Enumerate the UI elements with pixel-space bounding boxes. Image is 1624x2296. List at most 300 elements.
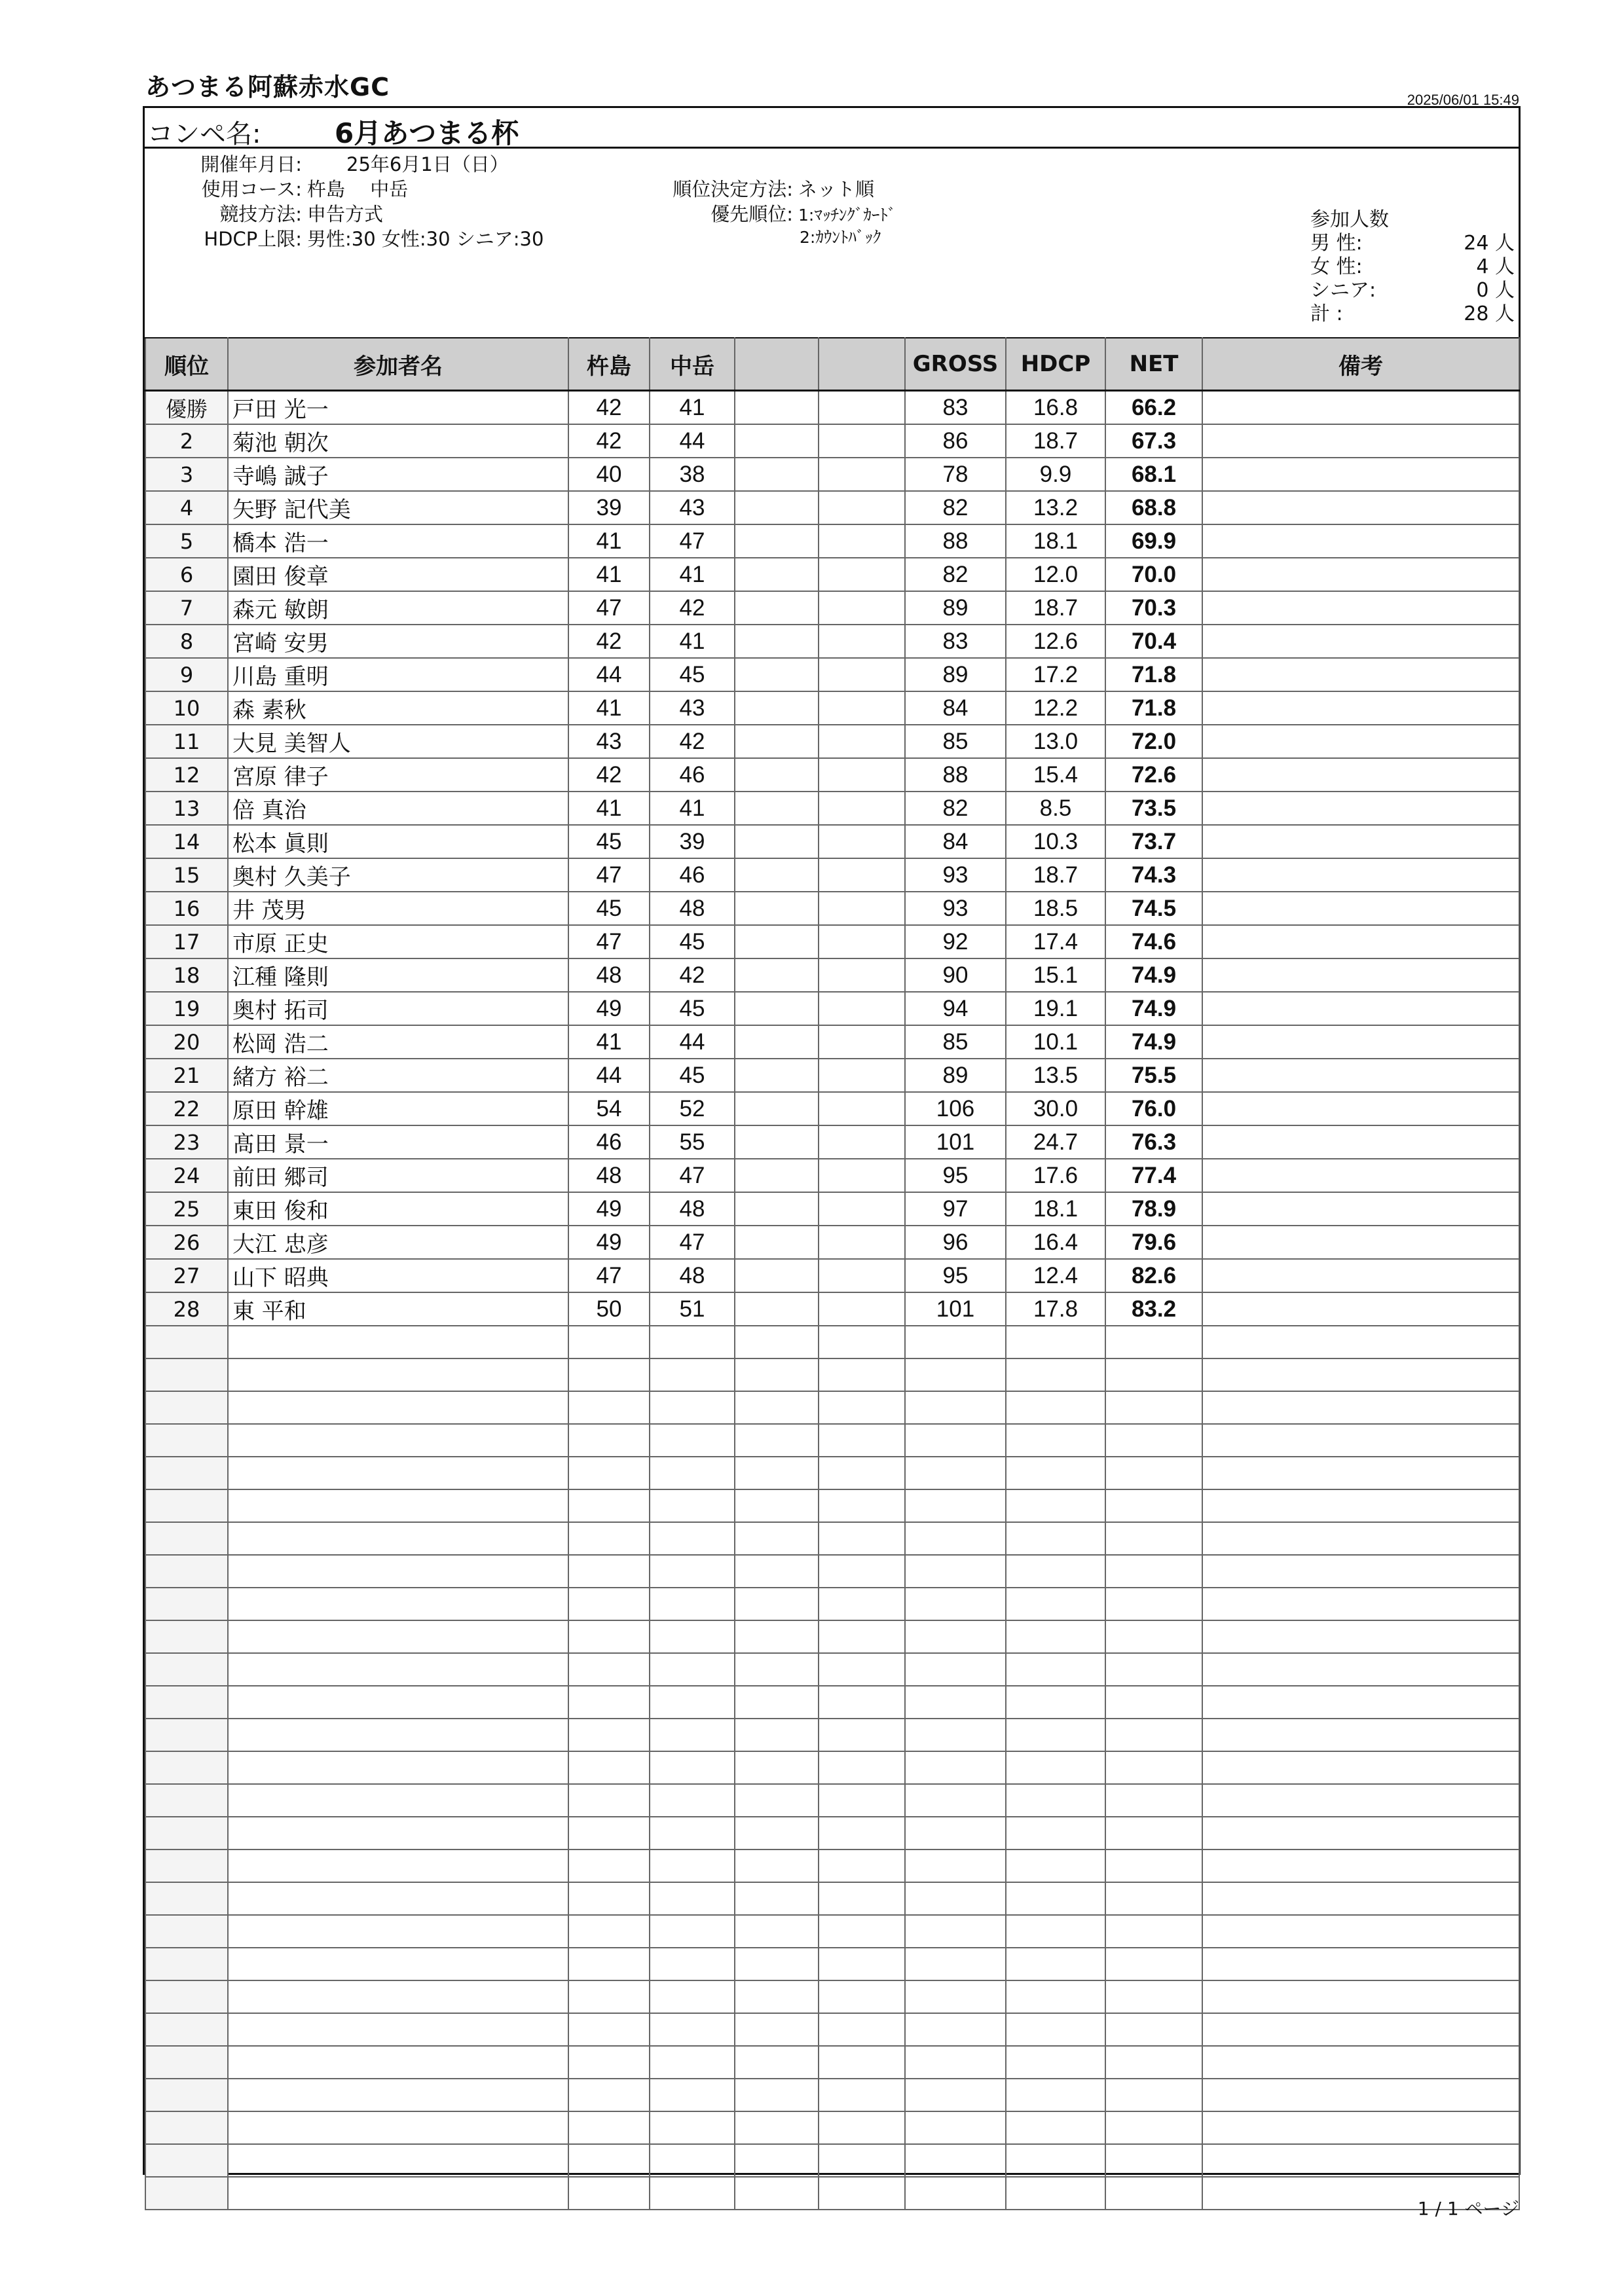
net-cell: 72.0	[1105, 725, 1202, 758]
empty-table-row	[145, 2144, 1519, 2177]
remarks-cell	[1202, 825, 1519, 858]
out-score-cell: 40	[568, 458, 650, 491]
in-score-cell: 48	[650, 1259, 735, 1292]
page-indicator: 1 / 1 ページ	[1417, 2198, 1519, 2219]
table-row	[145, 391, 1519, 425]
table-row	[145, 725, 1519, 758]
rank-cell: 24	[145, 1159, 228, 1192]
empty-cell	[819, 1980, 905, 2013]
in-score-cell: 41	[650, 792, 735, 825]
empty-cell	[650, 1882, 735, 1915]
empty-cell	[905, 2111, 1006, 2144]
empty-cell	[1202, 1326, 1519, 1358]
empty-cell	[905, 2177, 1006, 2210]
ranking-value: ネット順	[798, 178, 875, 200]
out-score-cell: 44	[568, 658, 650, 691]
remarks-cell	[1202, 1226, 1519, 1259]
in-score-cell: 43	[650, 691, 735, 725]
empty-cell	[1105, 2013, 1202, 2046]
empty-cell	[1006, 1391, 1105, 1424]
gross-cell: 94	[905, 992, 1006, 1025]
out-score-cell: 42	[568, 625, 650, 658]
empty-cell	[735, 1522, 819, 1555]
table-row	[145, 491, 1519, 524]
hdcp-cell: 16.8	[1006, 391, 1105, 425]
blank-cell	[735, 925, 819, 958]
rank-cell: 15	[145, 858, 228, 892]
table-row	[145, 1025, 1519, 1059]
empty-table-row	[145, 1588, 1519, 1620]
empty-cell	[145, 1817, 228, 1850]
empty-cell	[568, 1915, 650, 1948]
empty-cell	[735, 1555, 819, 1588]
table-row	[145, 958, 1519, 992]
empty-cell	[735, 1719, 819, 1751]
empty-table-row	[145, 1555, 1519, 1588]
empty-cell	[568, 2177, 650, 2210]
empty-cell	[650, 1620, 735, 1653]
empty-cell	[1006, 1817, 1105, 1850]
out-score-cell: 42	[568, 758, 650, 792]
blank-cell	[819, 858, 905, 892]
empty-cell	[819, 2177, 905, 2210]
hdcp-cell: 12.6	[1006, 625, 1105, 658]
table-header-row	[145, 338, 1519, 391]
out-score-cell: 41	[568, 691, 650, 725]
in-score-cell: 47	[650, 524, 735, 558]
blank-cell	[735, 625, 819, 658]
rank-cell: 3	[145, 458, 228, 491]
blank-cell	[819, 1125, 905, 1159]
rank-cell: 21	[145, 1059, 228, 1092]
participants-title: 参加人数	[1310, 208, 1389, 231]
blank-cell	[735, 1092, 819, 1125]
blank-cell	[735, 391, 819, 425]
blank-cell	[819, 1192, 905, 1226]
remarks-cell	[1202, 1092, 1519, 1125]
empty-cell	[1105, 1751, 1202, 1784]
empty-cell	[568, 1358, 650, 1391]
remarks-cell	[1202, 992, 1519, 1025]
player-name-cell: 井 茂男	[228, 892, 568, 925]
competition-title-bar	[145, 108, 1519, 149]
in-score-cell: 38	[650, 458, 735, 491]
empty-cell	[905, 1980, 1006, 2013]
in-score-cell: 48	[650, 892, 735, 925]
table-row	[145, 625, 1519, 658]
empty-cell	[228, 1980, 568, 2013]
empty-cell	[1105, 1424, 1202, 1457]
empty-cell	[228, 1588, 568, 1620]
empty-cell	[905, 2013, 1006, 2046]
empty-cell	[650, 1358, 735, 1391]
empty-cell	[1006, 1719, 1105, 1751]
empty-cell	[145, 1588, 228, 1620]
empty-cell	[568, 1522, 650, 1555]
priority-1: 1:ﾏｯﾁﾝｸﾞｶｰﾄﾞ	[798, 206, 896, 225]
table-row	[145, 458, 1519, 491]
empty-table-row	[145, 1915, 1519, 1948]
gross-cell: 106	[905, 1092, 1006, 1125]
player-name-cell: 森元 敏朗	[228, 591, 568, 625]
empty-cell	[145, 1391, 228, 1424]
rank-cell: 8	[145, 625, 228, 658]
empty-cell	[568, 1882, 650, 1915]
table-row	[145, 825, 1519, 858]
in-score-cell: 46	[650, 758, 735, 792]
in-score-cell: 45	[650, 992, 735, 1025]
empty-cell	[650, 1948, 735, 1980]
blank-cell	[735, 1192, 819, 1226]
in-score-cell: 55	[650, 1125, 735, 1159]
table-row	[145, 591, 1519, 625]
blank-cell	[735, 892, 819, 925]
rank-cell: 17	[145, 925, 228, 958]
out-score-cell: 49	[568, 1226, 650, 1259]
table-row	[145, 992, 1519, 1025]
net-cell: 70.3	[1105, 591, 1202, 625]
empty-cell	[568, 1751, 650, 1784]
player-name-cell: 森 素秋	[228, 691, 568, 725]
blank-cell	[735, 1259, 819, 1292]
empty-cell	[650, 1326, 735, 1358]
net-cell: 74.5	[1105, 892, 1202, 925]
blank-cell	[819, 1059, 905, 1092]
empty-cell	[568, 2079, 650, 2111]
empty-cell	[1105, 1457, 1202, 1489]
empty-cell	[228, 1719, 568, 1751]
blank-cell	[735, 1125, 819, 1159]
out-score-cell: 44	[568, 1059, 650, 1092]
results-body	[145, 391, 1519, 2210]
empty-cell	[145, 1358, 228, 1391]
empty-cell	[1105, 1358, 1202, 1391]
empty-cell	[568, 1784, 650, 1817]
empty-cell	[145, 1882, 228, 1915]
empty-cell	[568, 1588, 650, 1620]
empty-cell	[735, 1391, 819, 1424]
empty-cell	[650, 2013, 735, 2046]
empty-cell	[905, 2046, 1006, 2079]
gross-cell: 85	[905, 1025, 1006, 1059]
player-name-cell: 髙田 景一	[228, 1125, 568, 1159]
gross-cell: 93	[905, 858, 1006, 892]
blank-cell	[819, 658, 905, 691]
net-cell: 70.4	[1105, 625, 1202, 658]
empty-cell	[1105, 1784, 1202, 1817]
empty-cell	[1202, 1882, 1519, 1915]
empty-cell	[568, 1424, 650, 1457]
net-cell: 74.9	[1105, 958, 1202, 992]
out-score-cell: 47	[568, 858, 650, 892]
empty-cell	[145, 1850, 228, 1882]
blank-cell	[819, 1159, 905, 1192]
player-name-cell: 緒方 裕二	[228, 1059, 568, 1092]
in-score-cell: 52	[650, 1092, 735, 1125]
empty-cell	[1006, 1784, 1105, 1817]
hdcp-cell: 9.9	[1006, 458, 1105, 491]
net-cell: 83.2	[1105, 1292, 1202, 1326]
empty-cell	[905, 1653, 1006, 1686]
hdcp-cell: 12.0	[1006, 558, 1105, 591]
rank-cell: 27	[145, 1259, 228, 1292]
empty-cell	[735, 1882, 819, 1915]
rank-cell: 19	[145, 992, 228, 1025]
empty-cell	[650, 1751, 735, 1784]
empty-table-row	[145, 1424, 1519, 1457]
empty-cell	[1202, 1489, 1519, 1522]
empty-cell	[568, 1980, 650, 2013]
empty-cell	[145, 1948, 228, 1980]
empty-cell	[819, 1751, 905, 1784]
empty-cell	[228, 1751, 568, 1784]
empty-cell	[905, 1358, 1006, 1391]
out-score-cell: 49	[568, 1192, 650, 1226]
player-name-cell: 園田 俊章	[228, 558, 568, 591]
empty-cell	[1006, 1424, 1105, 1457]
empty-cell	[145, 1686, 228, 1719]
empty-cell	[650, 2177, 735, 2210]
empty-cell	[1006, 1326, 1105, 1358]
rank-cell: 23	[145, 1125, 228, 1159]
header-rank: 順位	[145, 338, 228, 391]
rank-cell: 10	[145, 691, 228, 725]
out-score-cell: 45	[568, 825, 650, 858]
remarks-cell	[1202, 691, 1519, 725]
in-score-cell: 41	[650, 558, 735, 591]
empty-cell	[1006, 1588, 1105, 1620]
rank-cell: 13	[145, 792, 228, 825]
empty-cell	[1202, 1915, 1519, 1948]
participants-male	[1310, 227, 1515, 255]
net-cell: 79.6	[1105, 1226, 1202, 1259]
net-cell: 82.6	[1105, 1259, 1202, 1292]
empty-cell	[819, 2079, 905, 2111]
player-name-cell: 山下 昭典	[228, 1259, 568, 1292]
empty-cell	[568, 1719, 650, 1751]
course-label: 使用コース:	[201, 178, 302, 200]
empty-cell	[735, 1424, 819, 1457]
empty-cell	[145, 1751, 228, 1784]
hdcp-cell: 13.5	[1006, 1059, 1105, 1092]
blank-cell	[819, 958, 905, 992]
net-cell: 72.6	[1105, 758, 1202, 792]
blank-cell	[819, 458, 905, 491]
blank-cell	[819, 892, 905, 925]
hdcp-cell: 16.4	[1006, 1226, 1105, 1259]
gross-cell: 86	[905, 424, 1006, 458]
out-score-cell: 41	[568, 524, 650, 558]
table-row	[145, 558, 1519, 591]
out-score-cell: 43	[568, 725, 650, 758]
empty-cell	[650, 2144, 735, 2177]
table-row	[145, 1059, 1519, 1092]
empty-cell	[228, 1457, 568, 1489]
empty-cell	[819, 1457, 905, 1489]
empty-cell	[1105, 1326, 1202, 1358]
empty-cell	[905, 1850, 1006, 1882]
empty-cell	[735, 2144, 819, 2177]
empty-cell	[1202, 1457, 1519, 1489]
blank-cell	[735, 1226, 819, 1259]
empty-cell	[819, 1784, 905, 1817]
empty-cell	[905, 1326, 1006, 1358]
empty-cell	[735, 1686, 819, 1719]
out-score-cell: 49	[568, 992, 650, 1025]
empty-cell	[650, 1424, 735, 1457]
hdcp-cell: 17.4	[1006, 925, 1105, 958]
course-value: 杵島 中岳	[307, 178, 409, 200]
empty-cell	[650, 1719, 735, 1751]
empty-cell	[145, 1980, 228, 2013]
blank-cell	[819, 691, 905, 725]
empty-cell	[650, 1522, 735, 1555]
blank-cell	[819, 725, 905, 758]
printed-timestamp: 2025/06/01 15:49	[1407, 92, 1519, 108]
empty-cell	[145, 2013, 228, 2046]
table-row	[145, 424, 1519, 458]
empty-cell	[568, 1653, 650, 1686]
empty-cell	[819, 1489, 905, 1522]
empty-cell	[819, 1326, 905, 1358]
hdcp-cell: 12.2	[1006, 691, 1105, 725]
ranking-line	[642, 175, 874, 202]
out-score-cell: 47	[568, 1259, 650, 1292]
empty-cell	[905, 1915, 1006, 1948]
blank-cell	[819, 1092, 905, 1125]
participants-label: 男 性:	[1310, 232, 1363, 255]
empty-table-row	[145, 1653, 1519, 1686]
empty-cell	[145, 1620, 228, 1653]
empty-cell	[1202, 1555, 1519, 1588]
empty-cell	[1006, 2177, 1105, 2210]
rank-cell: 12	[145, 758, 228, 792]
hdcp-limit-label: HDCP上限:	[204, 228, 302, 250]
in-score-cell: 46	[650, 858, 735, 892]
hdcp-cell: 15.4	[1006, 758, 1105, 792]
empty-cell	[228, 1850, 568, 1882]
empty-cell	[819, 1653, 905, 1686]
net-cell: 76.3	[1105, 1125, 1202, 1159]
empty-cell	[1105, 1653, 1202, 1686]
out-score-cell: 48	[568, 1159, 650, 1192]
table-row	[145, 758, 1519, 792]
player-name-cell: 松本 眞則	[228, 825, 568, 858]
gross-cell: 89	[905, 591, 1006, 625]
empty-cell	[650, 1686, 735, 1719]
hdcp-cell: 18.7	[1006, 591, 1105, 625]
remarks-cell	[1202, 658, 1519, 691]
empty-cell	[819, 1948, 905, 1980]
net-cell: 71.8	[1105, 691, 1202, 725]
blank-cell	[735, 858, 819, 892]
hdcp-cell: 18.1	[1006, 1192, 1105, 1226]
rank-cell: 14	[145, 825, 228, 858]
empty-cell	[1006, 1457, 1105, 1489]
gross-cell: 78	[905, 458, 1006, 491]
player-name-cell: 松岡 浩二	[228, 1025, 568, 1059]
empty-cell	[145, 1489, 228, 1522]
empty-cell	[819, 2046, 905, 2079]
empty-cell	[1105, 1948, 1202, 1980]
remarks-cell	[1202, 491, 1519, 524]
empty-cell	[228, 1326, 568, 1358]
player-name-cell: 大見 美智人	[228, 725, 568, 758]
empty-cell	[568, 2046, 650, 2079]
empty-cell	[819, 1620, 905, 1653]
net-cell: 70.0	[1105, 558, 1202, 591]
player-name-cell: 奥村 久美子	[228, 858, 568, 892]
empty-table-row	[145, 2013, 1519, 2046]
player-name-cell: 奥村 拓司	[228, 992, 568, 1025]
gross-cell: 97	[905, 1192, 1006, 1226]
empty-cell	[1202, 1424, 1519, 1457]
empty-cell	[650, 1850, 735, 1882]
rank-cell: 6	[145, 558, 228, 591]
net-cell: 77.4	[1105, 1159, 1202, 1192]
empty-cell	[1202, 1522, 1519, 1555]
empty-cell	[1006, 1489, 1105, 1522]
empty-cell	[1006, 1555, 1105, 1588]
empty-cell	[735, 1457, 819, 1489]
empty-table-row	[145, 2046, 1519, 2079]
out-score-cell: 45	[568, 892, 650, 925]
empty-cell	[1006, 1882, 1105, 1915]
empty-cell	[905, 1784, 1006, 1817]
empty-cell	[1105, 1719, 1202, 1751]
empty-cell	[1006, 1850, 1105, 1882]
hdcp-cell: 15.1	[1006, 958, 1105, 992]
course-line	[164, 175, 408, 202]
empty-cell	[1006, 1522, 1105, 1555]
empty-cell	[145, 2111, 228, 2144]
empty-cell	[819, 1588, 905, 1620]
empty-cell	[735, 1620, 819, 1653]
gross-cell: 83	[905, 391, 1006, 425]
table-row	[145, 925, 1519, 958]
empty-table-row	[145, 1882, 1519, 1915]
empty-cell	[568, 1457, 650, 1489]
empty-cell	[735, 1751, 819, 1784]
table-row	[145, 658, 1519, 691]
hdcp-cell: 19.1	[1006, 992, 1105, 1025]
blank-cell	[735, 1292, 819, 1326]
empty-cell	[145, 1326, 228, 1358]
empty-cell	[568, 2144, 650, 2177]
rank-cell: 9	[145, 658, 228, 691]
in-score-cell: 47	[650, 1226, 735, 1259]
results-table	[145, 337, 1520, 2210]
rank-cell: 5	[145, 524, 228, 558]
blank-cell	[819, 1226, 905, 1259]
blank-cell	[735, 792, 819, 825]
blank-cell	[735, 992, 819, 1025]
empty-cell	[1105, 1850, 1202, 1882]
empty-cell	[145, 2079, 228, 2111]
net-cell: 73.7	[1105, 825, 1202, 858]
empty-cell	[905, 1817, 1006, 1850]
remarks-cell	[1202, 391, 1519, 425]
empty-cell	[1105, 2079, 1202, 2111]
empty-cell	[1006, 1358, 1105, 1391]
empty-cell	[1202, 2111, 1519, 2144]
blank-cell	[819, 558, 905, 591]
gross-cell: 93	[905, 892, 1006, 925]
out-score-cell: 54	[568, 1092, 650, 1125]
net-cell: 69.9	[1105, 524, 1202, 558]
remarks-cell	[1202, 1059, 1519, 1092]
empty-cell	[145, 1784, 228, 1817]
